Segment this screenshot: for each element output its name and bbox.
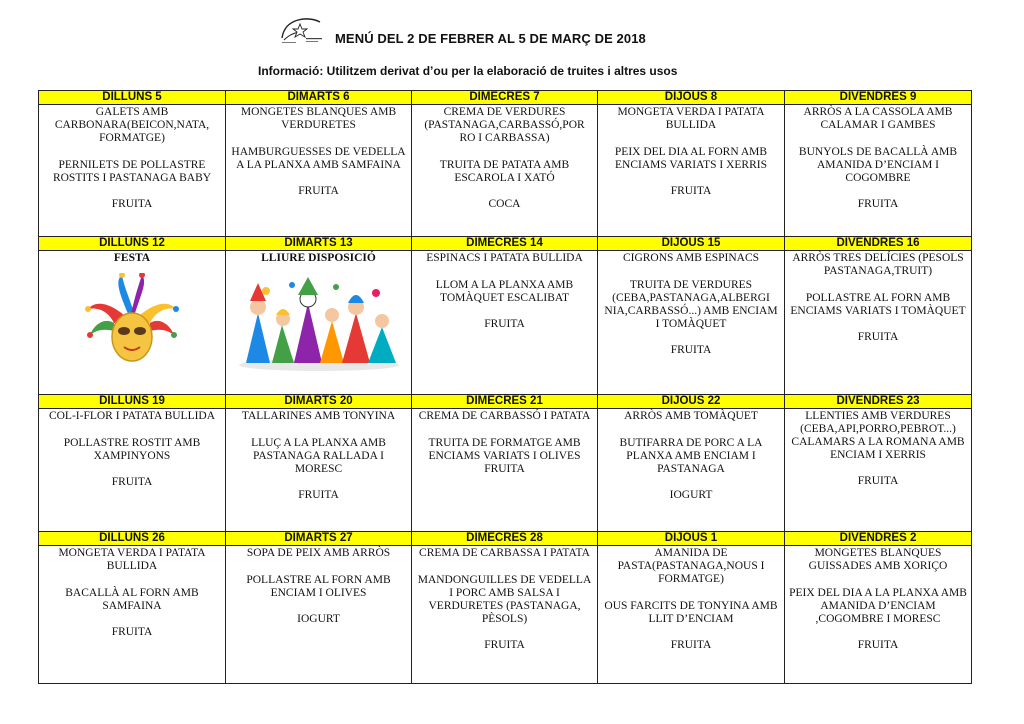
second-course: BUTIFARRA DE PORC A LA PLANXA AMB ENCIAM I PASTANAGA [619, 437, 763, 475]
first-course: CREMA DE CARBASSA I PATATA [419, 547, 590, 559]
dessert: IOGURT [669, 489, 713, 501]
day-header: DILLUNS 19 [39, 395, 226, 409]
dessert: FRUITA [670, 344, 712, 356]
day-header: DIJOUS 8 [598, 91, 785, 105]
second-course: POLLASTRE ROSTIT AMB XAMPINYONS [63, 437, 201, 462]
dessert: COCA [488, 198, 521, 210]
second-course: PEIX DEL DIA AL FORN AMB ENCIAMS VARIATS I XERRIS [614, 146, 768, 171]
day-menu-cell [785, 105, 972, 237]
day-header: DIVENDRES 2 [785, 532, 972, 546]
day-menu-cell [785, 546, 972, 684]
day-menu-cell [226, 105, 412, 237]
day-header: DILLUNS 5 [39, 91, 226, 105]
dessert: FRUITA [484, 318, 525, 330]
holiday-label: LLIURE DISPOSICIÓ [261, 252, 376, 264]
second-course: LLUÇ A LA PLANXA AMB PASTANAGA RALLADA I MORESC [251, 437, 386, 475]
dessert: FRUITA [670, 639, 712, 651]
page-title: MENÚ DEL 2 DE FEBRER AL 5 DE MARÇ DE 2018 [335, 31, 646, 46]
second-course: MANDONGUILLES DE VEDELLA I PORC AMB SALSA I VERDURETES (PASTANAGA, PÈSOLS) [417, 574, 592, 625]
day-menu-cell [39, 409, 226, 532]
day-header: DIMECRES 21 [412, 395, 598, 409]
day-header: DIMARTS 6 [226, 91, 412, 105]
week-menu-row [39, 409, 972, 532]
day-menu-cell [412, 251, 598, 395]
second-course: POLLASTRE AL FORN AMB ENCIAMS VARIATS I TOMÀQUET [790, 292, 966, 317]
day-menu-cell [412, 546, 598, 684]
day-menu-cell [412, 105, 598, 237]
week-header-row [39, 237, 972, 251]
first-course: MONGETES BLANQUES GUISSADES AMB XORIÇO [808, 547, 948, 572]
day-menu-cell [598, 546, 785, 684]
dessert: FRUITA [298, 489, 339, 501]
week-menu-row [39, 251, 972, 395]
logo-icon [278, 14, 324, 46]
day-header: DILLUNS 26 [39, 532, 226, 546]
first-course: MONGETA VERDA I PATATA BULLIDA [58, 547, 206, 572]
day-header: DIVENDRES 23 [785, 395, 972, 409]
first-course: CREMA DE VERDURES (PASTANAGA,CARBASSÓ,POR RO I CARBASSA) [424, 106, 585, 144]
day-menu-cell [226, 409, 412, 532]
first-course: ESPINACS I PATATA BULLIDA [426, 252, 583, 264]
week-menu-row [39, 105, 972, 237]
first-course: SOPA DE PEIX AMB ARRÒS [246, 547, 391, 559]
first-course: GALETS AMB CARBONARA(BEICON,NATA, FORMATGE) [54, 106, 210, 144]
day-header: DIMECRES 28 [412, 532, 598, 546]
week-header-row [39, 395, 972, 409]
first-course: COL-I-FLOR I PATATA BULLIDA [48, 410, 216, 422]
week-menu-row [39, 546, 972, 684]
second-course: HAMBURGUESSES DE VEDELLA A LA PLANXA AMB SAMFAINA [231, 146, 406, 171]
second-course: BUNYOLS DE BACALLÀ AMB AMANIDA D’ENCIAM I COGOMBRE [798, 146, 958, 184]
day-menu-cell [39, 251, 226, 395]
day-header: DIMARTS 13 [226, 237, 412, 251]
day-menu-cell [598, 105, 785, 237]
first-course: CIGRONS AMB ESPINACS [622, 252, 760, 264]
dessert: FRUITA [857, 475, 899, 487]
day-header: DILLUNS 12 [39, 237, 226, 251]
day-menu-cell [39, 105, 226, 237]
second-course: TRUITA DE VERDURES (CEBA,PASTANAGA,ALBERGI NIA,CARBASSÓ...) AMB ENCIAM I TOMÀQUET [604, 279, 778, 330]
dessert: IOGURT [297, 613, 340, 625]
dessert: FRUITA [298, 185, 339, 197]
carnival-mask-icon [84, 273, 180, 365]
second-course: BACALLÀ AL FORN AMB SAMFAINA [65, 587, 199, 612]
day-header: DIMARTS 27 [226, 532, 412, 546]
dessert: FRUITA [857, 198, 899, 210]
day-header: DIMECRES 14 [412, 237, 598, 251]
dessert: FRUITA [484, 463, 525, 475]
dessert: FRUITA [111, 476, 153, 488]
first-course: LLENTIES AMB VERDURES (CEBA,API,PORRO,PEBROT...) CALAMARS A LA ROMANA AMB ENCIAM I XERRIS [791, 410, 965, 461]
second-course: POLLASTRE AL FORN AMB ENCIAM I OLIVES [246, 574, 391, 599]
first-course: TALLARINES AMB TONYINA [241, 410, 396, 422]
dessert: FRUITA [857, 331, 899, 343]
dessert: FRUITA [111, 626, 153, 638]
first-course: MONGETES BLANQUES AMB VERDURETES [240, 106, 397, 131]
second-course: PEIX DEL DIA A LA PLANXA AMB AMANIDA D’ENCIAM ,COGOMBRE I MORESC [789, 587, 967, 625]
dessert: FRUITA [857, 639, 899, 651]
first-course: ARRÒS TRES DELÍCIES (PESOLS PASTANAGA,TRUIT) [792, 252, 964, 277]
first-course: AMANIDA DE PASTA(PASTANAGA,NOUS I FORMATGE) [617, 547, 765, 585]
day-header: DIJOUS 22 [598, 395, 785, 409]
day-header: DIJOUS 1 [598, 532, 785, 546]
day-menu-cell [39, 546, 226, 684]
info-note: Informació: Utilitzem derivat d’ou per la elaboració de truites i altres usos [258, 64, 678, 78]
day-menu-cell [785, 409, 972, 532]
day-header: DIMECRES 7 [412, 91, 598, 105]
day-menu-cell [226, 546, 412, 684]
menu-table [38, 90, 972, 684]
second-course: PERNILETS DE POLLASTRE ROSTITS I PASTANAGA BABY [52, 159, 212, 184]
day-menu-cell [226, 251, 412, 395]
day-menu-cell [412, 409, 598, 532]
first-course: ARRÒS AMB TOMÀQUET [624, 410, 758, 422]
first-course: CREMA DE CARBASSÓ I PATATA [418, 410, 591, 422]
day-menu-cell [598, 409, 785, 532]
first-course: ARRÒS A LA CASSOLA AMB CALAMAR I GAMBES [803, 106, 953, 131]
dessert: FRUITA [484, 639, 525, 651]
first-course: MONGETA VERDA I PATATA BULLIDA [617, 106, 765, 131]
day-header: DIVENDRES 16 [785, 237, 972, 251]
dessert: FRUITA [111, 198, 153, 210]
second-course: TRUITA DE FORMATGE AMB ENCIAMS VARIATS I OLIVES [428, 437, 581, 462]
second-course: LLOM A LA PLANXA AMB TOMÀQUET ESCALIBAT [435, 279, 574, 304]
day-menu-cell [785, 251, 972, 395]
second-course: TRUITA DE PATATA AMB ESCAROLA I XATÓ [439, 159, 570, 184]
second-course: OUS FARCITS DE TONYINA AMB LLIT D’ENCIAM [604, 600, 778, 625]
day-header: DIMARTS 20 [226, 395, 412, 409]
week-header-row [39, 532, 972, 546]
day-menu-cell [598, 251, 785, 395]
week-header-row [39, 91, 972, 105]
carnival-characters-icon [236, 273, 402, 373]
day-header: DIVENDRES 9 [785, 91, 972, 105]
dessert: FRUITA [670, 185, 712, 197]
holiday-label: FESTA [113, 252, 151, 264]
day-header: DIJOUS 15 [598, 237, 785, 251]
